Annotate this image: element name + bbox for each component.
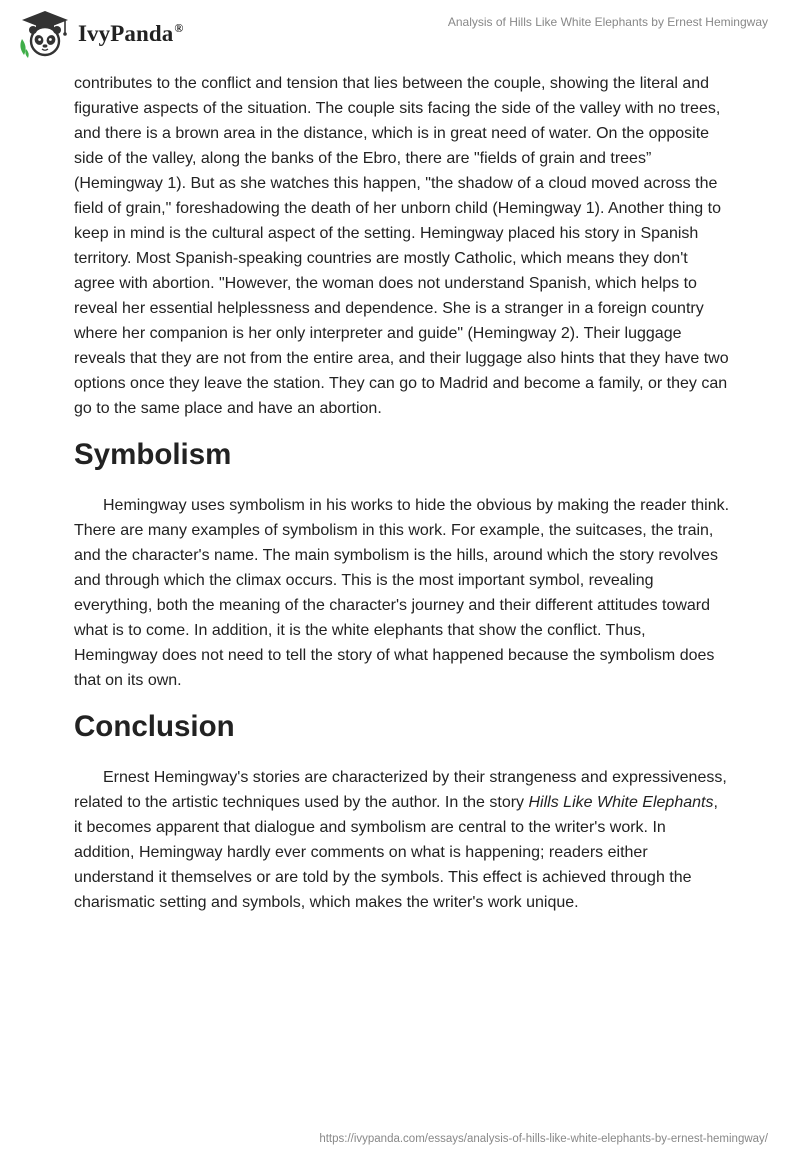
ivypanda-logo[interactable] [16,8,236,60]
document-title: Analysis of Hills Like White Elephants by Ernest Hemingway [447,15,768,29]
work-title: Hills Like White Elephants [528,794,714,811]
page-header [0,0,800,66]
conclusion-paragraph: Ernest Hemingway's stories are characterized by their strangeness and expressiveness, related to the artistic techniques used by the author. In the story Hills Like White Elephants, it becomes apparent that dialogue and symbolism are central to the writer's work. In addition, Hemingway hardly ever comments on what is happening; readers either understand it themselves or are told by the symbols. This effect is achieved through the charismatic setting and symbols, which makes the writer's work unique. [74,769,727,911]
brand-name: IvyPanda® [78,21,184,46]
conclusion-heading: Conclusion [74,710,235,743]
symbolism-heading: Symbolism [74,438,232,471]
essay-content [74,71,730,915]
source-url[interactable]: https://ivypanda.com/essays/analysis-of-hills-like-white-elephants-by-ernest-hemingway/ [319,1133,768,1145]
panda-graduate-icon [16,9,74,59]
symbolism-paragraph: Hemingway uses symbolism in his works to hide the obvious by making the reader think. There are many examples of symbolism in this work. For example, the suitcases, the train, and the character's name. The main symbolism is the hills, around which the story revolves and through which the climax occurs. This is the most important symbol, revealing everything, both the meaning of the character's journey and their different attitudes toward what is to come. In addition, it is the white elephants that show the conflict. Thus, Hemingway does not need to tell the story of what happened because the symbolism does that on its own. [74,497,730,689]
intro-paragraph: contributes to the conflict and tension that lies between the couple, showing the literal and figurative aspects of the situation. The couple sits facing the side of the valley with no trees, and there is a brown area in the distance, which is in great need of water. On the opposite side of the valley, along the banks of the Ebro, there are "fields of grain and trees” (Hemingway 1). But as she watches this happen, "the shadow of a cloud moved across the field of grain," foreshadowing the death of her unborn child (Hemingway 1). Another thing to keep in mind is the cultural aspect of the setting. Hemingway placed his story in Spanish territory. Most Spanish-speaking countries are mostly Catholic, which means they don't agree with abortion. "However, the woman does not understand Spanish, which helps to reveal her essential helplessness and dependence. She is a stranger in a foreign country where her companion is her only interpreter and guide" (Hemingway 2). Their luggage reveals that they are not from the entire area, and their luggage also hints that they have two options once they leave the station. They can go to Madrid and become a family, or they can go to the same place and have an abortion. [74,75,729,417]
